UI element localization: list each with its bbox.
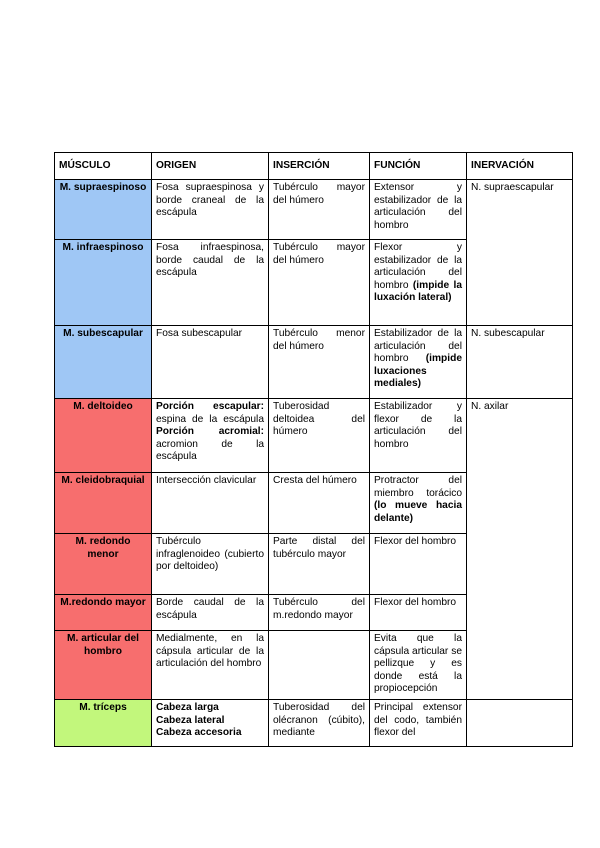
inervacion-cell-supraescapular: N. supraescapular (467, 180, 573, 326)
insercion-cell: Tuberosidad del olécranon (cúbito), mediante (269, 700, 370, 747)
origen-bold: Porción escapular: (156, 401, 264, 412)
origen-line: Cabeza accesoria (156, 727, 242, 739)
header-inervacion: INERVACIÓN (467, 153, 573, 180)
muscle-name: M. deltoideo (55, 399, 152, 473)
table-row (55, 399, 573, 473)
origen-cell (152, 399, 269, 473)
insercion-cell: Cresta del húmero (269, 473, 370, 534)
funcion-bold: (impide la luxación lateral) (374, 279, 462, 304)
funcion-bold: (impide luxaciones mediales) (374, 353, 462, 390)
inervacion-cell-axilar: N. axilar (467, 399, 573, 700)
funcion-cell: Estabilizador y flexor de la articulación del hombro (370, 399, 467, 473)
inervacion-cell-empty (467, 700, 573, 747)
insercion-cell: Tubérculo mayor del húmero (269, 180, 370, 240)
funcion-cell (370, 326, 467, 399)
origen-text: espina de la escápula (156, 413, 264, 425)
insercion-cell: Tubérculo menor del húmero (269, 326, 370, 399)
funcion-cell: Principal extensor del codo, también flexor del (370, 700, 467, 747)
muscle-name: M. redondo menor (55, 534, 152, 595)
origen-cell: Tubérculo infraglenoideo (cubierto por deltoideo) (152, 534, 269, 595)
origen-bold: Porción acromial: (156, 426, 264, 438)
header-origen: ORIGEN (152, 153, 269, 180)
header-musculo: MÚSCULO (55, 153, 152, 180)
muscle-name: M. subescapular (55, 326, 152, 399)
insercion-cell (269, 631, 370, 700)
origen-cell: Fosa infraespinosa, borde caudal de la escápula (152, 240, 269, 326)
origen-line: Cabeza larga (156, 702, 219, 713)
funcion-cell: Flexor del hombro (370, 534, 467, 595)
origen-line: Cabeza lateral (156, 714, 225, 726)
funcion-bold: (lo mueve hacia delante) (374, 500, 462, 524)
table-row (55, 180, 573, 240)
muscles-table (54, 152, 573, 747)
table-row (55, 326, 573, 399)
origen-cell (152, 700, 269, 747)
insercion-cell: Tuberosidad deltoidea del húmero (269, 399, 370, 473)
origen-cell: Intersección clavicular (152, 473, 269, 534)
muscle-name: M.redondo mayor (55, 595, 152, 631)
origen-cell: Fosa subescapular (152, 326, 269, 399)
origen-text: acromion de la escápula (156, 438, 264, 463)
funcion-cell: Extensor y estabilizador de la articulación del hombro (370, 180, 467, 240)
origen-cell: Borde caudal de la escápula (152, 595, 269, 631)
muscle-name: M. articular del hombro (55, 631, 152, 700)
muscle-name: M. cleidobraquial (55, 473, 152, 534)
origen-cell: Medialmente, en la cápsula articular de la articulación del hombro (152, 631, 269, 700)
table-row (55, 700, 573, 747)
muscle-name: M. tríceps (55, 700, 152, 747)
funcion-cell: Evita que la cápsula articular se pellizque y es donde está la propiocepción (370, 631, 467, 700)
inervacion-cell-subescapular: N. subescapular (467, 326, 573, 399)
insercion-cell: Tubérculo del m.redondo mayor (269, 595, 370, 631)
funcion-text: Protractor del miembro torácico (374, 475, 462, 499)
insercion-cell: Tubérculo mayor del húmero (269, 240, 370, 326)
header-insercion: INSERCIÓN (269, 153, 370, 180)
funcion-text: Estabilizador de la articulación del hombro (374, 328, 462, 365)
header-row (55, 153, 573, 180)
funcion-cell (370, 240, 467, 326)
insercion-cell: Parte distal del tubérculo mayor (269, 534, 370, 595)
funcion-text: Flexor y estabilizador de la articulación del hombro (374, 242, 462, 291)
funcion-cell (370, 473, 467, 534)
muscle-name: M. infraespinoso (55, 240, 152, 326)
muscle-name: M. supraespinoso (55, 180, 152, 240)
origen-cell: Fosa supraespinosa y borde craneal de la escápula (152, 180, 269, 240)
funcion-cell: Flexor del hombro (370, 595, 467, 631)
header-funcion: FUNCIÓN (370, 153, 467, 180)
